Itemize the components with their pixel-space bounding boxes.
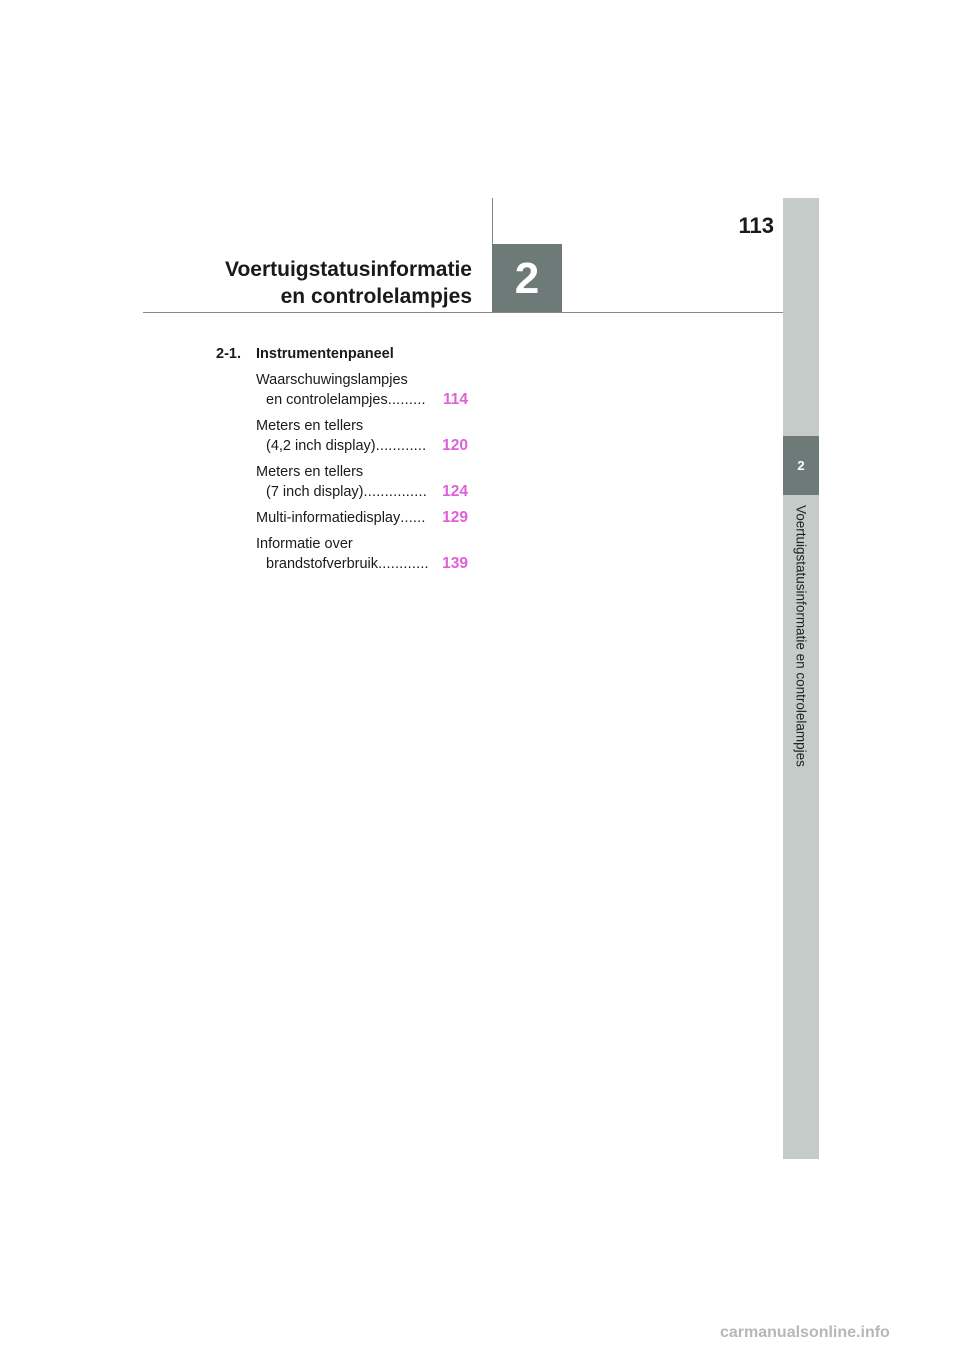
- toc-entry[interactable]: [256, 416, 468, 456]
- toc-entry-title: Meters en tellers: [256, 464, 364, 480]
- toc-page-link[interactable]: 114: [442, 391, 468, 408]
- toc-entry[interactable]: [256, 508, 468, 528]
- chapter-title-line1: Voertuigstatusinformatie: [225, 258, 472, 281]
- toc-entry[interactable]: [256, 534, 468, 574]
- toc-page-link[interactable]: 120: [442, 437, 468, 454]
- toc-list: [256, 370, 468, 580]
- toc-entry-title: Meters en tellers: [256, 418, 364, 434]
- toc-entry-subtitle: en controlelampjes: [266, 392, 388, 408]
- side-tab-label-wrap: [783, 505, 819, 805]
- toc-entry[interactable]: [256, 462, 468, 502]
- section-title: Instrumentenpaneel: [256, 346, 394, 362]
- chapter-number-box: 2: [492, 244, 562, 313]
- page-number: 113: [738, 213, 774, 238]
- section-number: 2-1.: [216, 346, 241, 362]
- header-divider-vertical: [492, 198, 493, 244]
- toc-entry-subtitle: brandstofverbruik: [266, 556, 379, 572]
- chapter-title-line2: en controlelampjes: [280, 285, 472, 308]
- toc-page-link[interactable]: 124: [442, 483, 468, 500]
- toc-leader-dots: .........: [387, 392, 426, 408]
- header-divider-horizontal: [143, 312, 783, 313]
- side-tab-number: 2: [797, 458, 805, 473]
- toc-entry-title: Multi-informatiedisplay: [256, 510, 401, 526]
- toc-entry[interactable]: [256, 370, 468, 410]
- toc-entry-subtitle: (7 inch display): [266, 484, 364, 500]
- toc-leader-dots: ......: [400, 510, 426, 526]
- toc-entry-title: Informatie over: [256, 536, 353, 552]
- toc-page-link[interactable]: 139: [442, 555, 468, 572]
- toc-page-link[interactable]: 129: [442, 509, 468, 526]
- side-tab-label: Voertuigstatusinformatie en controlelampjes: [793, 505, 809, 767]
- toc-leader-dots: ............: [378, 556, 429, 572]
- toc-entry-subtitle: (4,2 inch display): [266, 438, 376, 454]
- toc-leader-dots: ............: [375, 438, 427, 454]
- watermark: carmanualsonline.info: [720, 1324, 890, 1341]
- toc-entry-title: Waarschuwingslampjes: [256, 372, 408, 388]
- toc-leader-dots: ...............: [363, 484, 427, 500]
